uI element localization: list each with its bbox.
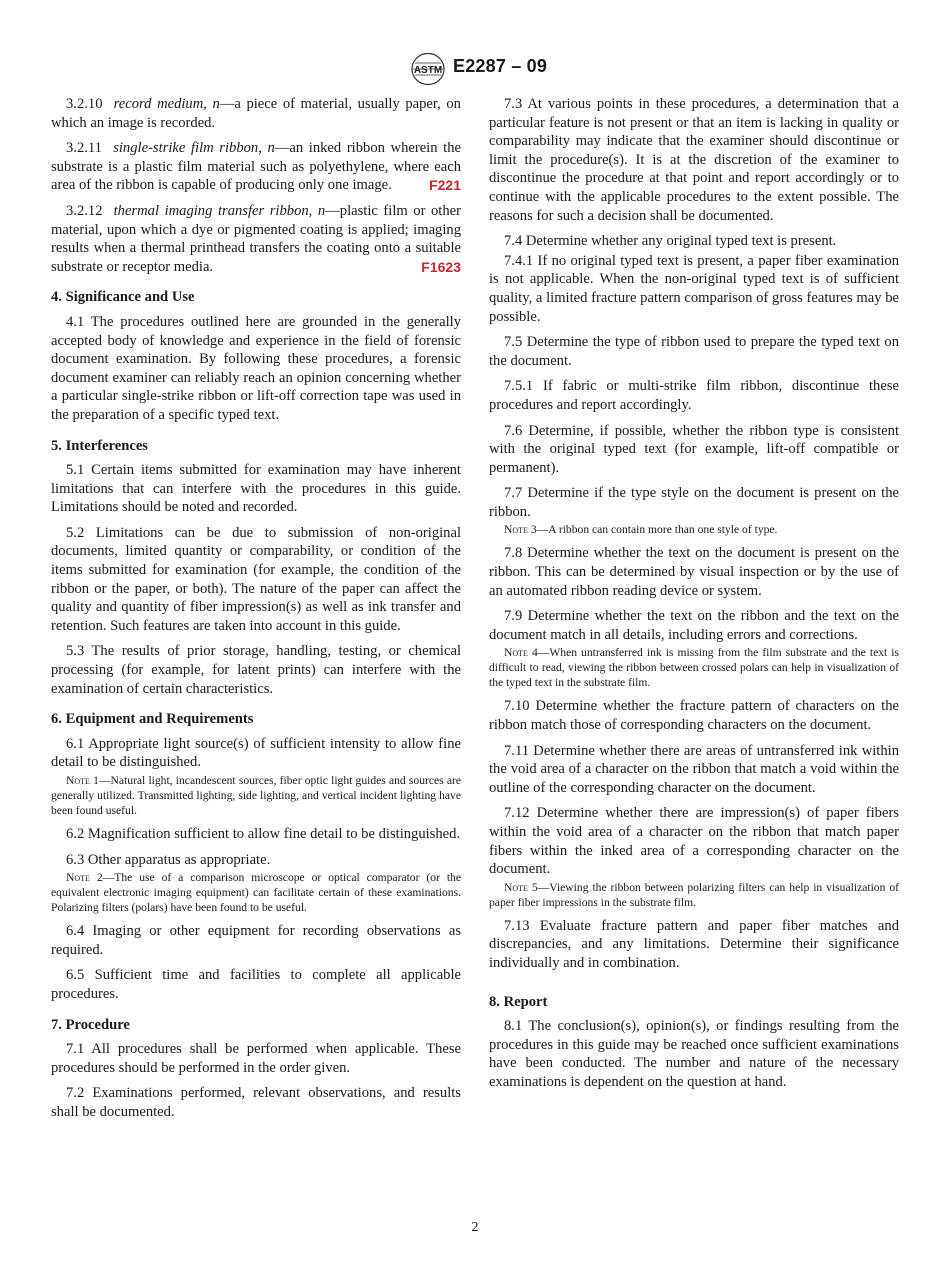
left-column [51,95,461,1129]
section-heading-4: 4. Significance and Use [51,289,195,306]
svg-text:ASTM: ASTM [413,65,443,76]
astm-logo-icon [410,52,446,86]
definition-3-2-11: 3.2.11 single-strike film ribbon, n—an inked ribbon wherein the substrate is a plastic film material such as polyethylene, where each area of the ribbon is capable of producing only one image. F221 [51,140,461,194]
paragraph-6-2: 6.2 Magnification sufficient to allow fine detail to be distinguished. [66,826,461,842]
section-heading-8: 8. Report [489,993,548,1010]
paragraph-5-1: 5.1 Certain items submitted for examination may have inherent limitations that can interfere with the procedures in this guide. Limitations should be noted and recorded. [51,462,461,516]
paragraph-7-2: 7.2 Examinations performed, relevant observations, and results shall be documented. [51,1085,461,1120]
note-4: Note 4—When untransferred ink is missing from the film substrate and the text is difficult to read, viewing the ribbon between crossed polars can help in visualization of the typed text in the substrate film. [489,646,899,690]
reference-link-f1623[interactable]: F1623 [421,258,461,275]
right-column [489,95,899,1099]
paragraph-7-7: 7.7 Determine if the type style on the document is present on the ribbon. [489,485,899,520]
paragraph-5-2: 5.2 Limitations can be due to submission of non-original documents, limited quantity or comparability, or condition of the items submitted for examination (for example, the condition of the ribbon or the paper, or both). The nature of the paper can affect the quality and quantity of fiber impression(s) as well as ink transfer and retention. Such features are taken into account in this guide. [51,524,461,634]
paragraph-7-5-1: 7.5.1 If fabric or multi-strike film ribbon, discontinue these procedures and report accordingly. [489,378,899,413]
document-id: E2287 – 09 [453,56,548,76]
paragraph-6-4: 6.4 Imaging or other equipment for recording observations as required. [51,923,461,958]
paragraph-7-6: 7.6 Determine, if possible, whether the ribbon type is consistent with the original typed text (for example, lift-off compatible or permanent). [489,422,899,476]
paragraph-7-8: 7.8 Determine whether the text on the document is present on the ribbon. This can be determined by visual inspection or by the use of an automated ribbon reading device or system. [489,545,899,599]
note-1: Note 1—Natural light, incandescent sources, fiber optic light guides and sources are generally utilized. Transmitted lighting, side lighting, and vertical incident lighting have been found useful. [51,774,461,817]
note-5: Note 5—Viewing the ribbon between polarizing filters can help in visualization of paper fiber impressions in the substrate film. [489,880,899,909]
paragraph-7-13: 7.13 Evaluate fracture pattern and paper fiber matches and discrepancies, and any limitations. Determine their significance individually and in combination. [489,917,899,971]
paragraph-4-1: 4.1 The procedures outlined here are grounded in the generally accepted body of knowledge and experience in the field of forensic document examination. By following these procedures, a forensic document examiner can reliably reach an opinion concerning whether a particular single-strike ribbon or lift-off correction tape was used in the preparation of a specific typed text. [51,313,461,423]
reference-link-f221[interactable]: F221 [429,177,461,194]
page-header [0,52,950,86]
section-heading-6: 6. Equipment and Requirements [51,711,254,728]
paragraph-6-3: 6.3 Other apparatus as appropriate. [66,851,271,868]
paragraph-7-4: 7.4 Determine whether any original typed text is present. [504,233,837,250]
note-3: Note 3—A ribbon can contain more than one style of type. [504,523,778,537]
paragraph-7-1: 7.1 All procedures shall be performed when applicable. These procedures should be performed in the order given. [51,1041,461,1076]
page-number: 2 [471,1220,479,1235]
paragraph-7-5: 7.5 Determine the type of ribbon used to prepare the typed text on the document. [489,334,899,369]
paragraph-7-11: 7.11 Determine whether there are areas of untransferred ink within the void area of a character on the ribbon that match a void within the outline of the corresponding character on the document. [489,742,899,796]
paragraph-7-12: 7.12 Determine whether there are impression(s) of paper fibers within the void area of a character on the ribbon that match paper fibers within the inked area of a corresponding character on the document. [489,805,899,878]
paragraph-6-1: 6.1 Appropriate light source(s) of sufficient intensity to allow fine detail to be distinguished. [51,735,461,771]
section-heading-7: 7. Procedure [51,1016,130,1033]
paragraph-8-1: 8.1 The conclusion(s), opinion(s), or findings resulting from the procedures in this guide may be reached once sufficient examinations have been conducted. The number and nature of the necessary examinations is dependent on the question at hand. [489,1018,899,1090]
definition-3-2-10: 3.2.10 record medium, n—a piece of material, usually paper, on which an image is recorded. [51,96,461,131]
definition-3-2-12: 3.2.12 thermal imaging transfer ribbon, n—plastic film or other material, upon which a dye or pigmented coating is applied; imaging results when a thermal printhead transfers the coating onto a suitable substrate or receptor media. F1623 [51,202,461,275]
section-heading-5: 5. Interferences [51,437,148,454]
paragraph-7-9: 7.9 Determine whether the text on the ribbon and the text on the document match in all details, including errors and corrections. [489,608,899,643]
paragraph-6-5: 6.5 Sufficient time and facilities to complete all applicable procedures. [51,967,461,1002]
paragraph-7-4-1: 7.4.1 If no original typed text is present, a paper fiber examination is not applicable. When the non-original typed text is of sufficient quality, a limited fracture pattern comparison of gross features may be possible. [489,252,899,325]
note-2: Note 2—The use of a comparison microscope or optical comparator (or the equivalent electronic imaging equipment) can facilitate certain of these examinations. Polarizing filters (polars) have been found to be useful. [51,871,461,915]
paragraph-7-3: 7.3 At various points in these procedures, a determination that a particular feature is not present or that an item is lacking in quality or comparability may indicate that the examiner should discontinue or limit the procedure(s). It is at the discretion of the examiner to discontinue the procedure at that point and report accordingly or to continue with the applicable procedures to the extent possible. The reasons for such a decision shall be documented. [489,96,899,224]
paragraph-7-10: 7.10 Determine whether the fracture pattern of characters on the ribbon match those of corresponding characters on the document. [489,698,899,734]
paragraph-5-3: 5.3 The results of prior storage, handling, testing, or chemical processing (for example, for latent prints) can interfere with the examination of certain characteristics. [51,643,461,697]
